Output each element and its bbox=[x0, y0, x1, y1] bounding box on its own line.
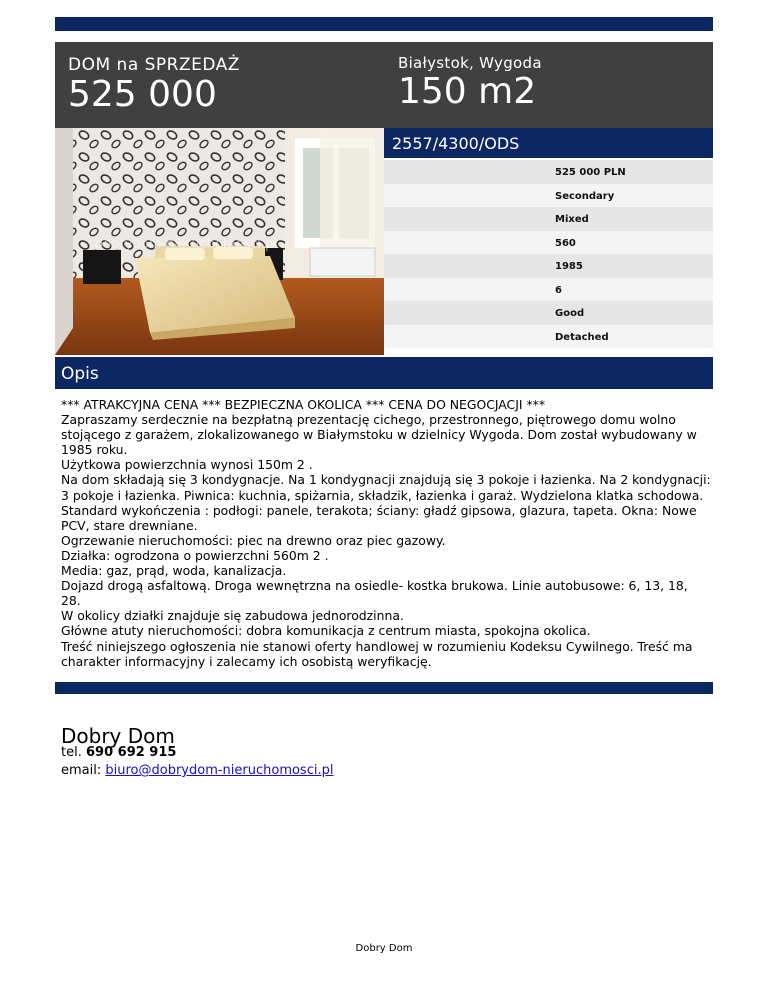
email-label: email: bbox=[61, 763, 102, 778]
spec-table bbox=[384, 160, 713, 348]
description-line: Zapraszamy serdecznie na bezpłatną prezentację cichego, przestronnego, piętrowego domu wolno stojącego z garażem, zlokalizowanego w Białymstoku w dzielnicy Wygoda. Dom został wybudowany w 1985 roku. bbox=[61, 412, 697, 458]
top-accent-bar bbox=[55, 17, 713, 31]
spec-row-price: 525 000 PLN bbox=[384, 160, 713, 184]
phone-label: tel. bbox=[61, 745, 82, 760]
spec-row-construction: Mixed bbox=[384, 207, 713, 231]
description-line: Dojazd drogą asfaltową. Droga wewnętrzna na osiedle- kostka brukowa. Linie autobusowe: 6, 13, 18, 28. bbox=[61, 578, 688, 609]
description-line: Na dom składają się 3 kondygnacje. Na 1 kondygnacji znajdują się 3 pokoje i łazienka. Na 2 kondygnacji: 3 pokoje i łazienka. Piwnica: kuchnia, spiżarnia, składzik, łazienka i garaż. Wydzielona klatka schodowa. bbox=[61, 472, 711, 503]
description-section-header bbox=[55, 357, 713, 389]
listing-area: 150 m2 bbox=[398, 71, 537, 112]
spec-row-year-built: 1985 bbox=[384, 254, 713, 278]
listing-price: 525 000 bbox=[68, 74, 217, 115]
contact-phone bbox=[61, 745, 176, 760]
spec-row-market: Secondary bbox=[384, 184, 713, 208]
spec-row-rooms: 6 bbox=[384, 278, 713, 302]
description-line: W okolicy działki znajduje się zabudowa jednorodzinna. bbox=[61, 608, 404, 624]
listing-location: Białystok, Wygoda bbox=[398, 54, 542, 72]
description-line: Użytkowa powierzchnia wynosi 150m 2 . bbox=[61, 457, 313, 473]
description-line: Główne atuty nieruchomości: dobra komunikacja z centrum miasta, spokojna okolica. bbox=[61, 623, 591, 639]
bottom-accent-bar bbox=[55, 682, 713, 694]
reference-bar bbox=[384, 128, 713, 158]
listing-type: DOM na SPRZEDAŻ bbox=[68, 55, 240, 75]
contact-email bbox=[61, 763, 333, 778]
spec-row-building-type: Detached bbox=[384, 325, 713, 349]
description-title: Opis bbox=[61, 364, 99, 384]
description-line: Treść niniejszego ogłoszenia nie stanowi oferty handlowej w rozumieniu Kodeksu Cywilnego. Treść ma charakter informacyjny i zalecamy ich osobistą weryfikację. bbox=[61, 638, 693, 669]
reference-number: 2557/4300/ODS bbox=[392, 134, 520, 153]
description-line: Ogrzewanie nieruchomości: piec na drewno oraz piec gazowy. bbox=[61, 532, 446, 548]
photo-watermark: dobrydom-nieruchomosci.pl bbox=[95, 237, 277, 252]
description-line: *** ATRAKCYJNA CENA *** BEZPIECZNA OKOLICA *** CENA DO NEGOCJACJI *** bbox=[61, 397, 546, 412]
spec-row-plot-area: 560 bbox=[384, 231, 713, 255]
email-link[interactable]: biuro@dobrydom-nieruchomosci.pl bbox=[105, 763, 334, 778]
spec-row-condition: Good bbox=[384, 301, 713, 325]
description-line: Standard wykończenia : podłogi: panele, terakota; ściany: gładź gipsowa, glazura, tapeta. Okna: Nowe PCV, stare drewniane. bbox=[61, 502, 697, 533]
agency-name: Dobry Dom bbox=[61, 724, 175, 748]
listing-header bbox=[55, 42, 713, 128]
phone-number: 690 692 915 bbox=[85, 745, 177, 760]
property-photo bbox=[55, 128, 384, 355]
description-line: Działka: ogrodzona o powierzchni 560m 2 . bbox=[61, 547, 329, 563]
description-line: Media: gaz, prąd, woda, kanalizacja. bbox=[61, 563, 287, 579]
description-text bbox=[61, 397, 711, 669]
page-footer: Dobry Dom bbox=[355, 943, 413, 954]
